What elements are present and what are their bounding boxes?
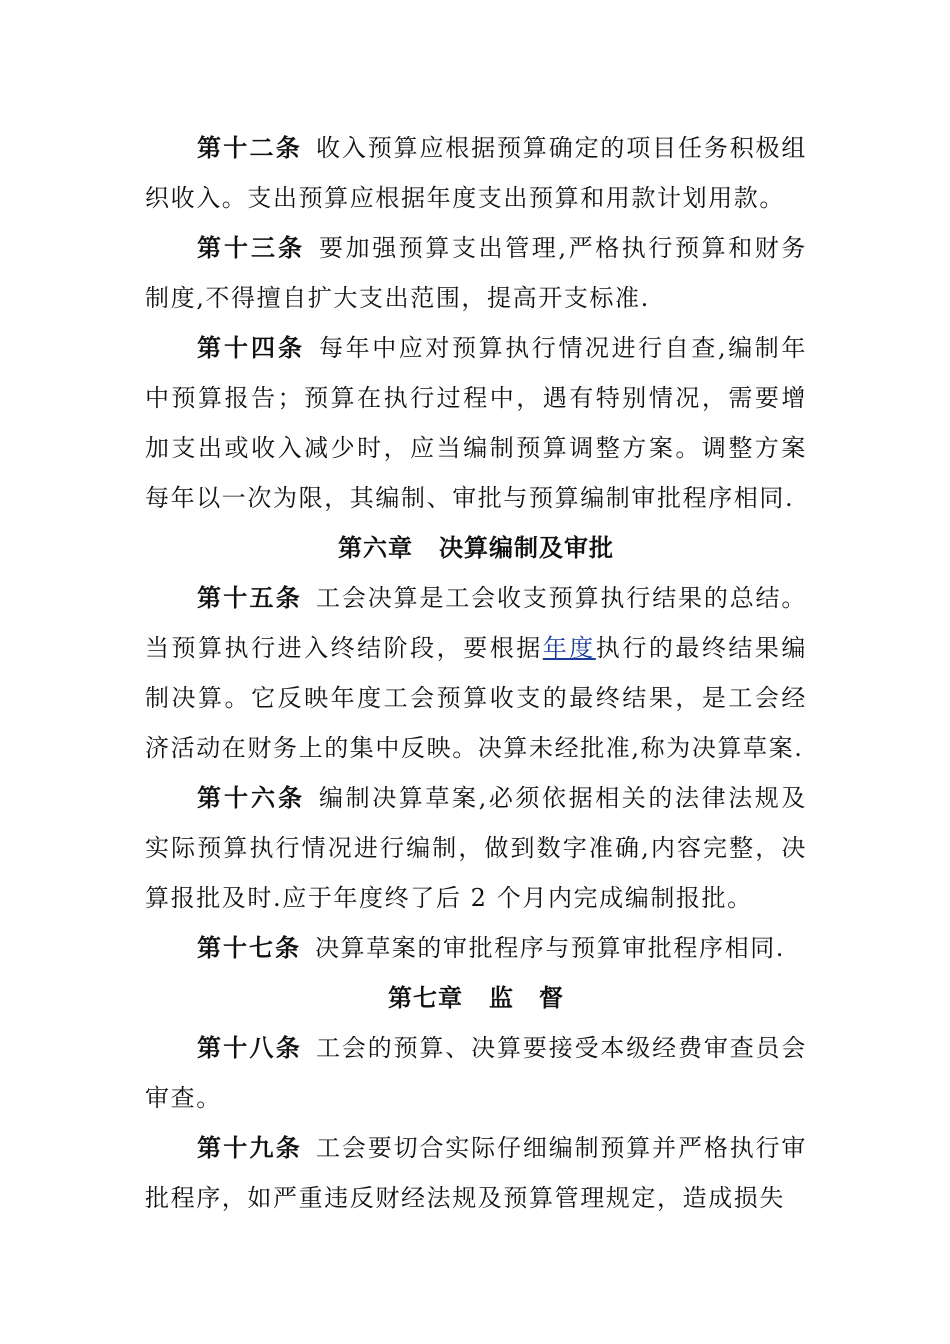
article-label: 第十四条 — [197, 334, 305, 362]
article-text: 工会要切合实际仔细编制预算并严格执行审批程序，如严重违反财经法规及预算管理规定，造成损失 — [145, 1134, 808, 1212]
article-label: 第十三条 — [197, 234, 305, 262]
article-text-continued: 执行的最终结果编制决算。它反映年度工会预算收支的最终结果，是工会经济活动在财务上的集中反映。决算未经批准,称为决算草案. — [145, 634, 808, 762]
chapter-title: 决算编制及审批 — [439, 534, 614, 562]
chapter-6-heading — [145, 523, 807, 573]
article-12 — [145, 123, 807, 223]
article-14 — [145, 323, 807, 523]
article-text: 要加强预算支出管理,严格执行预算和财务制度,不得擅自扩大支出范围，提高开支标准. — [145, 234, 808, 312]
article-label: 第十七条 — [197, 934, 301, 962]
article-16 — [145, 773, 807, 923]
article-label: 第十五条 — [197, 584, 303, 612]
article-text: 工会决算是工会收支预算执行结果的总结。当预算执行进入终结阶段，要根据 — [145, 584, 808, 662]
article-text: 每年中应对预算执行情况进行自查,编制年中预算报告；预算在执行过程中，遇有特别情况，需要增加支出或收入减少时，应当编制预算调整方案。调整方案每年以一次为限，其编制、审批与预算编制审批程序相同. — [145, 334, 808, 512]
article-text: 决算草案的审批程序与预算审批程序相同. — [315, 934, 786, 962]
article-18 — [145, 1023, 807, 1123]
article-19 — [145, 1123, 807, 1223]
document-page — [145, 123, 807, 1223]
article-text: 工会的预算、决算要接受本级经费审查员会审查。 — [145, 1034, 808, 1112]
chapter-number: 第六章 — [338, 534, 413, 562]
article-label: 第十二条 — [197, 134, 303, 162]
chapter-title: 监 督 — [489, 984, 564, 1012]
annual-link[interactable]: 年度 — [542, 634, 596, 662]
article-13 — [145, 223, 807, 323]
article-text: 收入预算应根据预算确定的项目任务积极组织收入。支出预算应根据年度支出预算和用款计划用款。 — [145, 134, 808, 212]
article-label: 第十八条 — [197, 1034, 303, 1062]
article-15 — [145, 573, 807, 773]
article-label: 第十六条 — [197, 784, 305, 812]
article-17 — [145, 923, 807, 973]
chapter-number: 第七章 — [388, 984, 463, 1012]
article-text: 编制决算草案,必须依据相关的法律法规及实际预算执行情况进行编制，做到数字准确,内容完整，决算报批及时.应于年度终了后 2 个月内完成编制报批。 — [145, 784, 808, 912]
article-label: 第十九条 — [197, 1134, 303, 1162]
chapter-7-heading — [145, 973, 807, 1023]
